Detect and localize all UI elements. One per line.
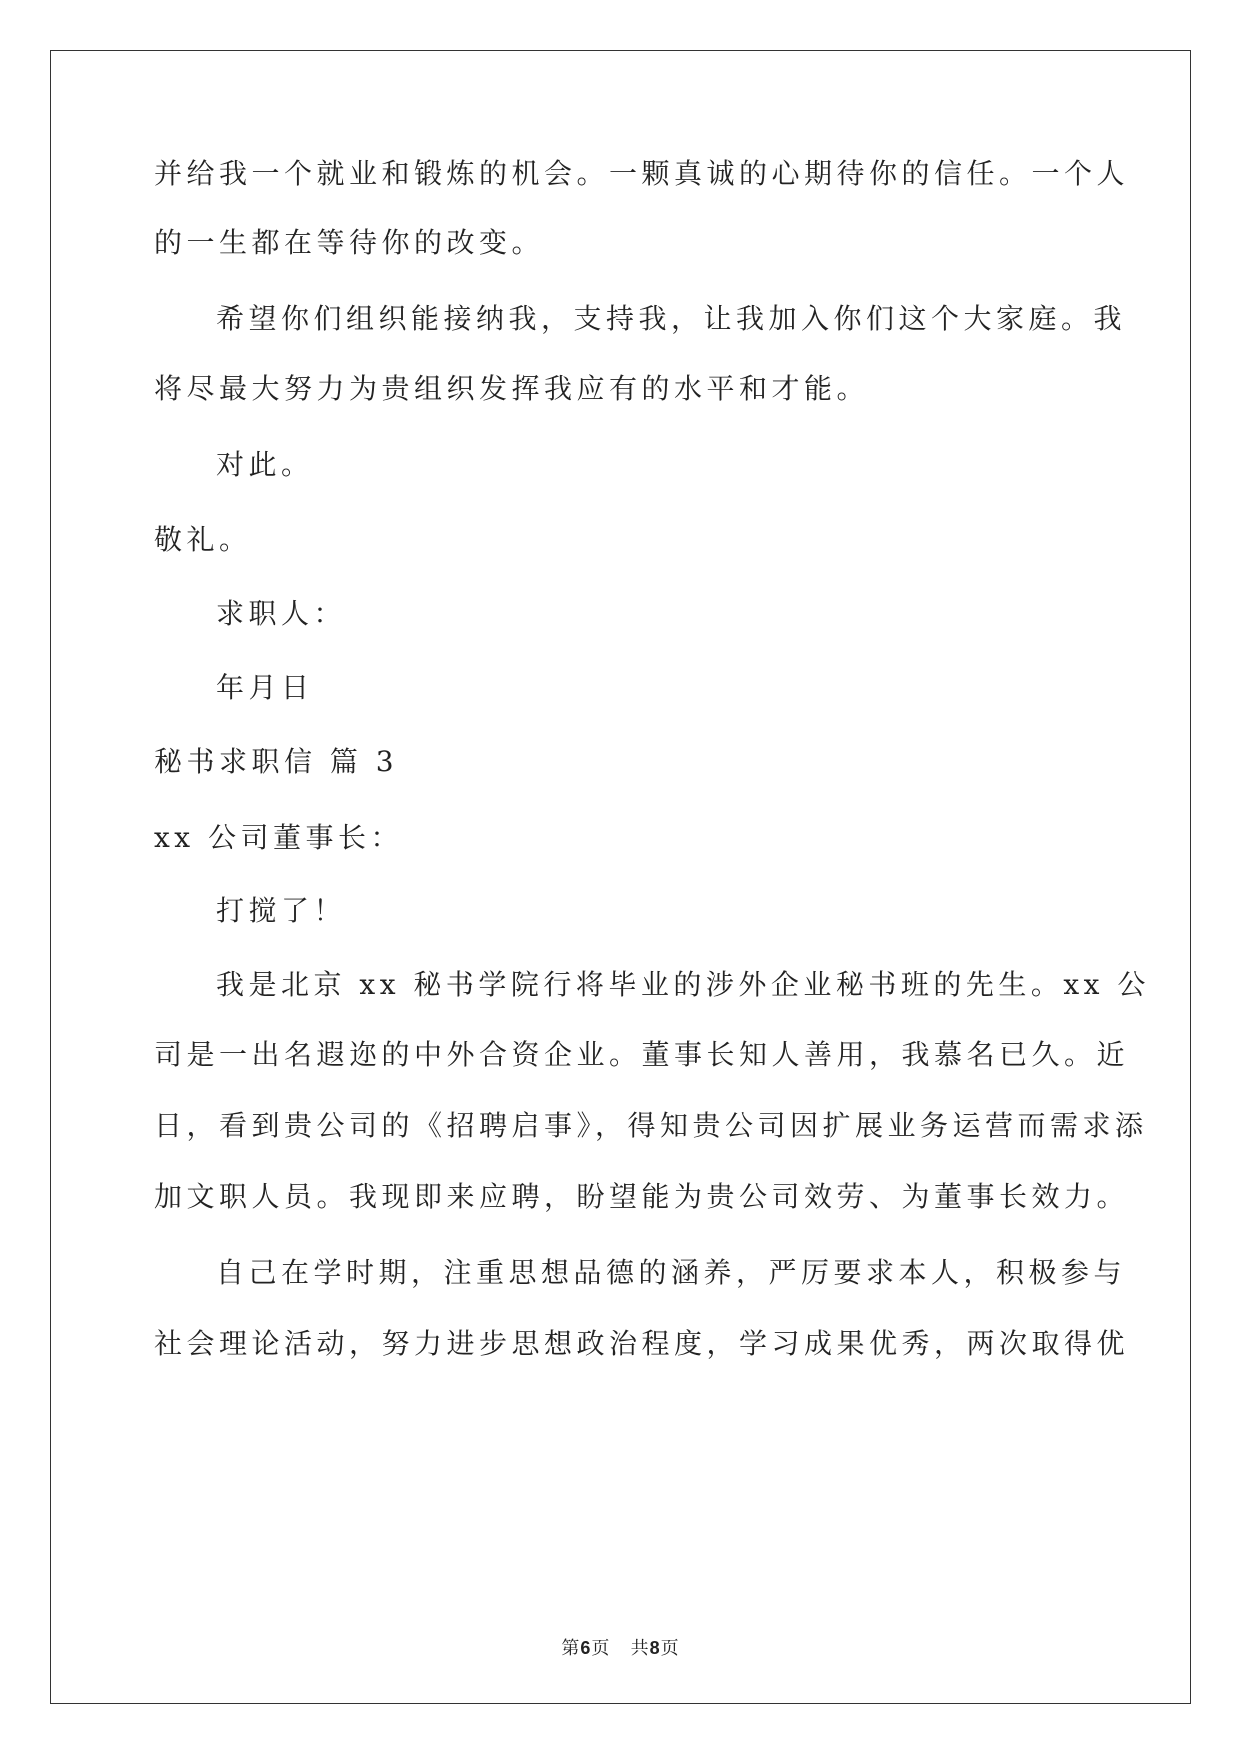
body-text-line: 日，看到贵公司的《招聘启事》，得知贵公司因扩展业务运营而需求添	[154, 1109, 1148, 1142]
footer-mid: 页 共	[591, 1638, 650, 1659]
page-border	[50, 50, 1191, 1704]
body-text-line: 希望你们组织能接纳我，支持我，让我加入你们这个大家庭。我	[216, 302, 1127, 335]
closing-text: 对此。	[216, 448, 314, 481]
body-text-line: 我是北京 xx 秘书学院行将毕业的涉外企业秘书班的先生。xx 公	[216, 968, 1150, 1001]
footer-suffix: 页	[660, 1638, 680, 1659]
date-label: 年月日	[216, 671, 314, 704]
salutation-text: 敬礼。	[154, 523, 252, 556]
page-footer	[0, 1634, 1241, 1660]
total-pages-number: 8	[649, 1638, 661, 1658]
body-text-line: 社会理论活动，努力进步思想政治程度，学习成果优秀，两次取得优	[154, 1327, 1130, 1360]
addressee-line: xx 公司董事长：	[154, 821, 403, 854]
body-text-line: 加文职人员。我现即来应聘，盼望能为贵公司效劳、为董事长效力。	[154, 1180, 1130, 1213]
current-page-number: 6	[580, 1638, 592, 1658]
body-text-line: 司是一出名遐迩的中外合资企业。董事长知人善用，我慕名已久。近	[154, 1038, 1130, 1071]
section-heading: 秘书求职信 篇 3	[154, 745, 399, 778]
body-text-line: 并给我一个就业和锻炼的机会。一颗真诚的心期待你的信任。一个人	[154, 157, 1130, 190]
body-text-line: 将尽最大努力为贵组织发挥我应有的水平和才能。	[154, 372, 870, 405]
applicant-label: 求职人：	[216, 597, 347, 630]
body-text-line: 的一生都在等待你的改变。	[154, 226, 545, 259]
greeting-text: 打搅了！	[216, 894, 347, 927]
body-text-line: 自己在学时期，注重思想品德的涵养，严厉要求本人，积极参与	[216, 1256, 1127, 1289]
footer-prefix: 第	[561, 1638, 581, 1659]
